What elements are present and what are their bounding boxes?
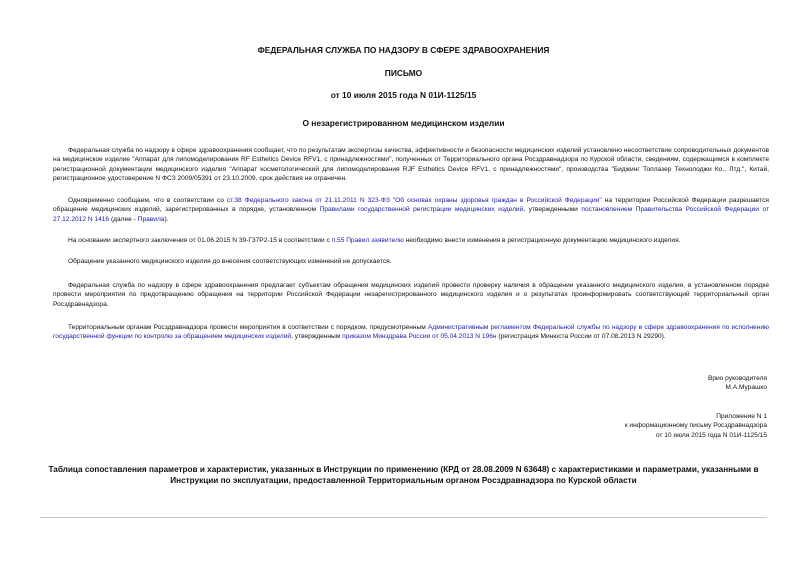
paragraph-3-text-1: На основании экспертного заключения от 01.06.2015 N 39-Г37Р2-15 в соответствии с bbox=[68, 237, 332, 244]
rules-link[interactable]: Правила bbox=[137, 215, 165, 223]
agency-heading: ФЕДЕРАЛЬНАЯ СЛУЖБА ПО НАДЗОРУ В СФЕРЕ ЗДРАВООХРАНЕНИЯ bbox=[257, 45, 550, 55]
appendix-title: Приложение N 1 bbox=[716, 413, 767, 420]
paragraph-2 bbox=[53, 196, 769, 224]
administrative-regulation-link[interactable]: Административным регламентом Федеральной службы по надзору в сфере здравоохранения по исполнению государственной функции по контролю за обращением медицинских изделий bbox=[53, 324, 769, 341]
minzdrav-order-link[interactable]: приказом Минздрава России от 05.04.2013 N 196н bbox=[342, 333, 497, 341]
paragraph-2-text-1: Одновременно сообщаем, что в соответствии со bbox=[68, 197, 227, 204]
paragraph-3-text-3: необходимо внести изменения в регистрационную документацию медицинского изделия. bbox=[403, 237, 681, 244]
document-date-number: от 10 июля 2015 года N 01И-1125/15 bbox=[330, 90, 477, 100]
law-323-fz-link[interactable]: ст.38 Федерального закона от 21.11.2011 N 323-ФЗ "Об основах охраны здоровья граждан в Российской Федерации" bbox=[226, 197, 602, 204]
table-title: Таблица сопоставления параметров и характеристик, указанных в Инструкции по применению (КРД от 28.08.2009 N 63648) с характеристиками и параметрами, указанными в Инструкции по эксплуатации, предоставленной Территориальным органом Росздравнадзора по Курской области bbox=[48, 465, 759, 485]
appendix-line-2: от 10 июля 2015 года N 01И-1125/15 bbox=[655, 431, 767, 439]
paragraph-5: Федеральная служба по надзору в сфере здравоохранения предлагает субъектам обращения медицинских изделий провести проверку наличия в обращении указанного медицинского изделия, в установленном порядке провести мероприятия по предотвращению обращения на территории Российской Федерации незарегистрированного медицинского изделия и о результатах проинформировать соответствующий территориальный орган Росздравнадзора. bbox=[53, 282, 769, 308]
paragraph-2-text-2: на территории Российской Федерации разрешается обращение медицинских изделий, зарегистрированных в порядке, установленном bbox=[53, 197, 770, 214]
document-type: ПИСЬМО bbox=[384, 68, 423, 78]
divider bbox=[40, 517, 767, 518]
paragraph-4: Обращение указанного медицинского изделия до внесения соответствующих изменений не допускается. bbox=[68, 258, 392, 265]
paragraph-2-text-3: , утвержденными bbox=[523, 206, 582, 214]
signatory-position: Врио руководителя bbox=[707, 375, 767, 382]
registration-rules-link[interactable]: Правилами государственной регистрации медицинских изделий bbox=[319, 206, 524, 214]
applicant-link[interactable]: заявителю bbox=[371, 237, 404, 244]
paragraph-3 bbox=[53, 236, 769, 245]
signatory-name: М.А.Мурашко bbox=[725, 384, 767, 392]
document-subject: О незарегистрированном медицинском изделии bbox=[302, 118, 505, 128]
appendix-line-1: к информационному письму Росздравнадзора bbox=[624, 422, 767, 430]
paragraph-2-text-4: (далее - bbox=[109, 215, 138, 223]
paragraph-6 bbox=[53, 323, 769, 342]
paragraph-2-text-5: ). bbox=[164, 215, 169, 223]
paragraph-6-text-3: (регистрация Минюста России от 07.08.2013 N 29290). bbox=[496, 333, 666, 341]
rules-p55-link[interactable]: п.55 Правил bbox=[331, 237, 370, 244]
signature-block bbox=[708, 374, 767, 393]
paragraph-6-text-2: , утвержденным bbox=[291, 333, 343, 341]
appendix-block bbox=[625, 412, 767, 440]
paragraph-1: Федеральная служба по надзору в сфере здравоохранения сообщает, что по результатам экспертизы качества, эффективности и безопасности медицинских изделий установлено несоответствие сопроводительных документов на медицинское изделие "Аппарат для липомоделирования RF Esthetics Device RFV1, с принадлежностями", полученных от Территориального органа Росздравнадзора по Курской области, сведениям, содержащимся в комплекте регистрационной документации медицинского изделия "Аппарат косметологический для липомоделирования RJF Esthetics Device RFV1, с принадлежностями", производства "Биджинг Топлазер Технолоджи Ко., Лтд.", Китай, регистрационное удостоверение N ФСЗ 2009/05391 от 23.10.2009, срок действия не ограничен. bbox=[53, 147, 769, 183]
paragraph-6-text-1: Территориальным органам Росздравнадзора провести мероприятия в соответствии с порядком, предусмотренным bbox=[68, 324, 428, 331]
government-decree-link[interactable]: постановлением Правительства Российской Федерации от 27.12.2012 N 1416 bbox=[53, 206, 769, 223]
